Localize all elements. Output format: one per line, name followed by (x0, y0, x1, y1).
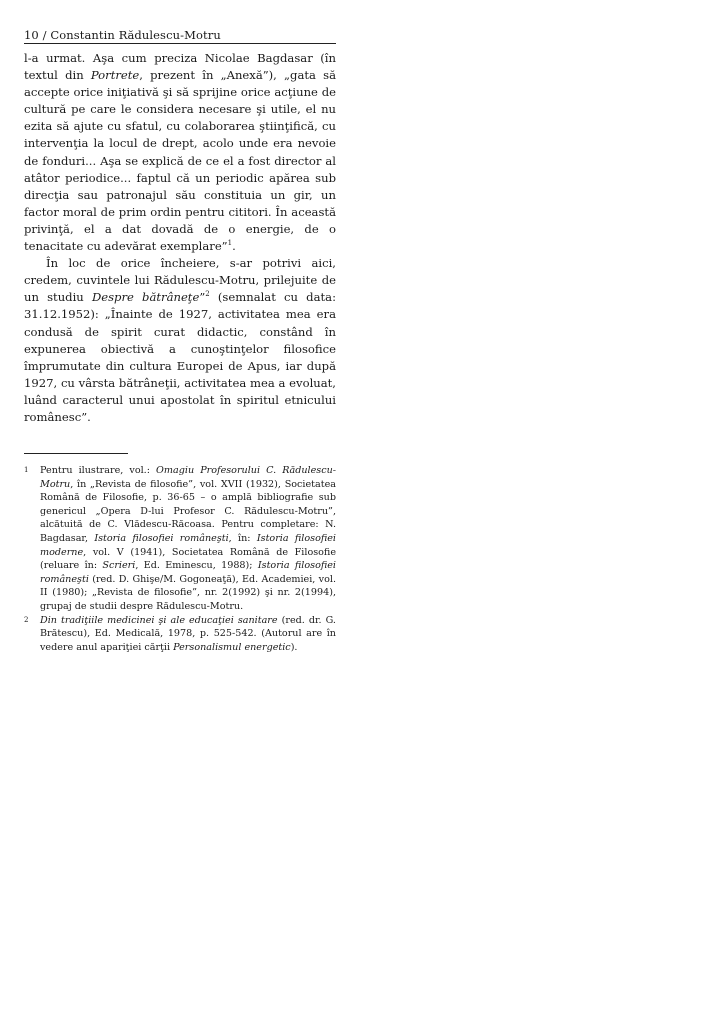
text-run: ” (199, 290, 206, 305)
text-run: , prezent în „Anexă”), „gata să accepte orice iniţiativă şi să sprijine orice acţiune de cultură pe care le considera necesare şi utile, el nu ezita să ajute cu sfatul, cu colaborarea ştiinţifică, cu intervenţia la locul de drept, acolo unde era nevoie de fonduri... Aşa se explică de ce el a fost director al atâtor periodice... faptul că un periodic apărea sub direcţia sau patronajul său constituia un gir, un factor moral de prim ordin pentru cititori. În această privinţă, el a dat dovadă de o energie, de o tenacitate cu adevărat exemplare” (24, 68, 336, 254)
text-run: l-a urmat. Aşa cum preciza Nicolae Bagdasar (în textul din (24, 51, 336, 83)
italic-title: Istoria filosofiei moderne (40, 533, 336, 558)
italic-title: Istoria filosofiei româneşti (94, 533, 229, 545)
footnote-mark: 1 (24, 466, 29, 475)
italic-title: Scrieri (102, 560, 136, 572)
text-run: În loc de orice încheiere, s-ar potrivi aici, credem, cuvintele lui Rădulescu-Motru, prilejuite de un studiu (24, 256, 336, 305)
text-run: , vol. V (1941), Societatea Română de Filosofie (reluare în: (40, 546, 336, 572)
footnote-mark: 2 (24, 615, 29, 624)
italic-title: Despre bătrâneţe (91, 290, 200, 305)
footnote-ref: 1 (227, 239, 233, 248)
text-run: . (232, 239, 236, 254)
footnote-separator (24, 453, 128, 454)
text-run: ). (290, 641, 298, 653)
italic-title: Din tradiţiile medicinei şi ale educaţiei sanitare (40, 614, 278, 626)
text-run: (red. dr. G. Brătescu), Ed. Medicală, 1978, p. 525-542. (Autorul are în vedere anul apariţiei cărţii (40, 614, 336, 653)
text-run: , în: (228, 533, 257, 545)
text-run: (red. D. Ghişe/M. Gogoneaţă), Ed. Academiei, vol. II (1980); „Revista de filosofie”, nr. 2(1992) şi nr. 2(1994), grupaj de studii despre Rădulescu-Motru. (40, 573, 336, 612)
footnote-ref: 2 (205, 290, 210, 299)
body-paragraph-2 (24, 255, 336, 426)
italic-title: Omagiu Profesorului C. Rădulescu-Motru (40, 465, 336, 490)
footnote-text (40, 464, 336, 614)
italic-title: Portrete (90, 68, 140, 83)
footnote-1 (24, 464, 336, 614)
text-run: (semnalat cu data: 31.12.1952): „Înainte de 1927, activitatea mea era condusă de spirit curat didactic, constând în expunerea obiectivă a cunoştinţelor filosofice împrumutate din cultura Europei de Apus, iar după 1927, cu vârsta bătrâneţii, activitatea mea a evoluat, luând caracterul unui apostolat în spiritul etnicului românesc”. (24, 290, 336, 424)
italic-title: Personalismul energetic (173, 641, 291, 653)
footnote-text (40, 614, 336, 655)
text-run: Pentru ilustrare, vol.: (40, 465, 157, 477)
text-run: , Ed. Eminescu, 1988); (135, 560, 258, 572)
body-paragraph-1 (24, 50, 336, 255)
page (24, 28, 336, 654)
footnote-2 (24, 614, 336, 655)
running-header: 10 / Constantin Rădulescu-Motru (24, 28, 336, 44)
italic-title: Istoria filosofiei româneşti (40, 560, 336, 585)
text-run: , în „Revista de filosofie”, vol. XVII (1932), Societatea Română de Filosofie, p. 36-65 – o amplă bibliografie sub genericul „Opera D-lui Profesor C. Rădulescu-Motru”, alcătuită de C. Vlădescu-Răcoasa. Pentru completare: N. Bagdasar, (40, 478, 336, 545)
